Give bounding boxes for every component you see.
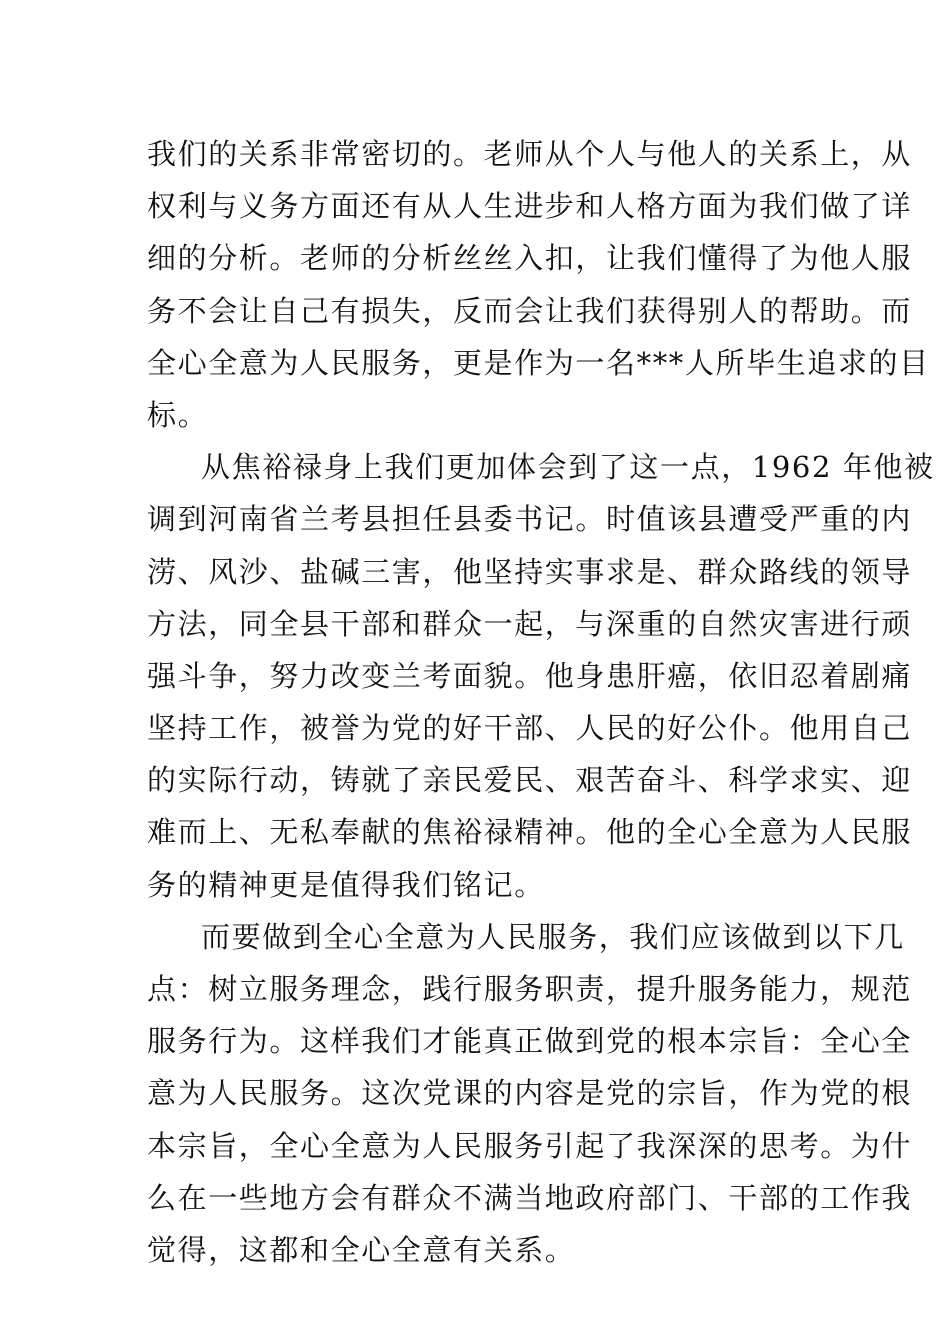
paragraph-3-line-5: 本宗旨，全心全意为人民服务引起了我深深的思考。为什 — [147, 1128, 913, 1163]
paragraph-2-line-9: 务的精神更是值得我们铭记。 — [147, 867, 545, 902]
paragraph-2-line-2: 调到河南省兰考县担任县委书记。时值该县遭受严重的内 — [147, 502, 913, 537]
paragraph-1-line-3: 细的分析。老师的分析丝丝入扣，让我们懂得了为他人服 — [147, 241, 913, 276]
document-body — [147, 128, 935, 1276]
paragraph-3-line-6: 么在一些地方会有群众不满当地政府部门、干部的工作我 — [147, 1180, 913, 1215]
paragraph-1-line-5: 全心全意为人民服务，更是作为一名***人所毕生追求的目 — [147, 345, 930, 380]
paragraph-1-line-2: 权利与义务方面还有从人生进步和人格方面为我们做了详 — [147, 189, 913, 224]
paragraph-3-line-1: 而要做到全心全意为人民服务，我们应该做到以下几 — [201, 919, 905, 954]
paragraph-2-line-5: 强斗争，努力改变兰考面貌。他身患肝癌，依旧忍着剧痛 — [147, 658, 913, 693]
paragraph-3-line-7: 觉得，这都和全心全意有关系。 — [147, 1232, 576, 1267]
paragraph-3-line-4: 意为人民服务。这次党课的内容是党的宗旨，作为党的根 — [147, 1076, 913, 1111]
paragraph-1-line-4: 务不会让自己有损失，反而会让我们获得别人的帮助。而 — [147, 293, 913, 328]
paragraph-2-line-6: 坚持工作，被誉为党的好干部、人民的好公仆。他用自己 — [147, 711, 913, 746]
paragraph-1-line-1: 我们的关系非常密切的。老师从个人与他人的关系上，从 — [147, 137, 913, 171]
paragraph-2-line-3: 涝、风沙、盐碱三害，他坚持实事求是、群众路线的领导 — [147, 554, 913, 589]
paragraph-3-line-2: 点：树立服务理念，践行服务职责，提升服务能力，规范 — [147, 972, 913, 1006]
paragraph-2-line-8: 难而上、无私奉献的焦裕禄精神。他的全心全意为人民服 — [147, 815, 913, 850]
paragraph-3-line-3: 服务行为。这样我们才能真正做到党的根本宗旨：全心全 — [147, 1024, 913, 1059]
paragraph-2-line-1: 从焦裕禄身上我们更加体会到了这一点，1962 年他被 — [201, 450, 935, 485]
paragraph-2-line-4: 方法，同全县干部和群众一起，与深重的自然灾害进行顽 — [147, 606, 913, 641]
paragraph-1-line-6: 标。 — [147, 397, 209, 432]
paragraph-2-line-7: 的实际行动，铸就了亲民爱民、艰苦奋斗、科学求实、迎 — [147, 763, 913, 798]
